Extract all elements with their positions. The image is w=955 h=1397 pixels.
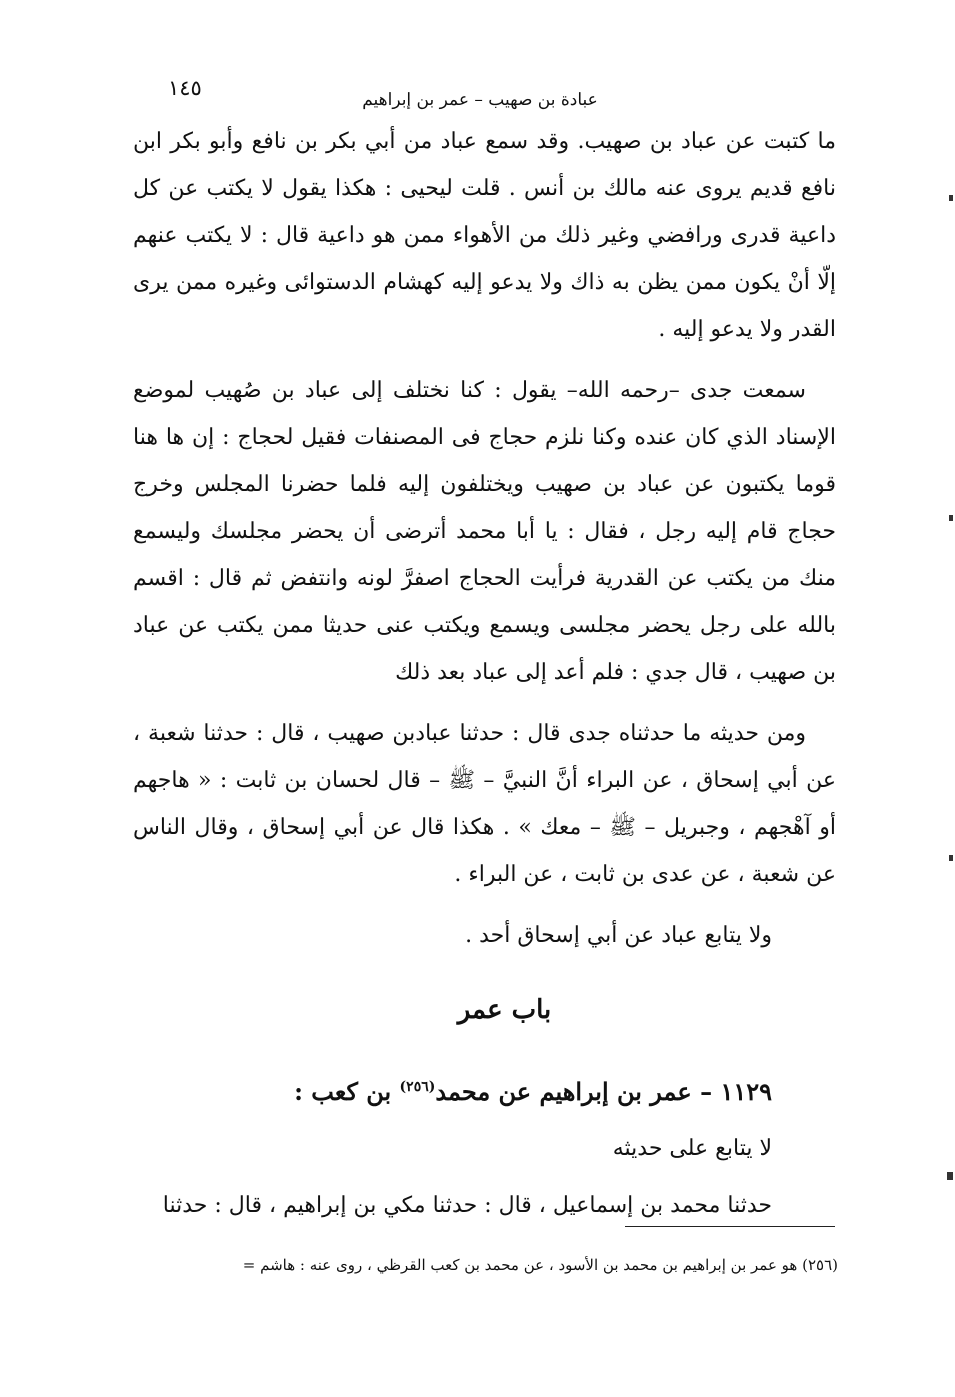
paragraph-1: ما كتبت عن عباد بن صهيب. وقد سمع عباد من أبي بكر بن نافع وأبو بكر ابن نافع قديم يروى عنه مالك بن أنس . قلت ليحيى : هكذا يقول لا يكتب عن كل داعية قدرى ورافضي وغير ذلك من الأهواء ممن هو داعية قال : لا يكتب عنهم إلّا أنْ يكون ممن يظن به ذاك ولا يدعو إليه كهشام الدستوائى وغيره ممن يرى القدر ولا يدعو إليه .: [133, 129, 836, 342]
paragraph-4: ولا يتابع عباد عن أبي إسحاق أحد .: [465, 923, 772, 948]
entry-name: عمر بن إبراهيم عن محمد: [435, 1077, 692, 1106]
footnote-reference: (٢٥٦): [399, 1079, 436, 1095]
page-number: ١٤٥: [168, 76, 202, 100]
paragraph-3: ومن حديثه ما حدثناه جدى قال : حدثنا عبادبن صهيب ، قال : حدثنا شعبة ، عن أبي إسحاق ، عن البراء أنَّ النبيَّ – ﷺ – قال لحسان بن ثابت : « هاجهم أو آهْجهم ، وجبريل – ﷺ – معك » . هكذا قال عن أبي إسحاق ، وقال الناس عن شعبة ، عن عدى بن ثابت ، عن البراء .: [133, 721, 836, 887]
entry-note: لا يتابع على حديثه: [612, 1136, 772, 1161]
entry-dash: –: [700, 1077, 713, 1106]
footnote-divider: [625, 1226, 835, 1227]
main-text: [133, 118, 836, 1229]
section-title: باب عمر: [457, 995, 552, 1025]
entry-number: ١١٢٩: [720, 1077, 772, 1106]
paragraph-2: سمعت جدى –رحمه الله– يقول : كنا نختلف إلى عباد بن صُهيب لموضع الإسناد الذي كان عنده وكنا نلزم حجاج فى المصنفات فقيل لحجاج : إن ها هنا قوما يكتبون عن عباد بن صهيب ويختلفون إليه فلما حضرنا المجلس وخرج حجاج قام إليه رجل ، فقال : يا أبا محمد أترضى أن يحضر مجلسك وليسمع منك من يكتب عن القدرية فرأيت الحجاج اصفرَّ لونه وانتفض ثم قال : اقسم بالله على رجل يحضر مجلسى ويسمع ويكتب عنى حديثا ممن يكتب عن عباد بن صهيب ، قال جدي : فلم أعد إلى عباد بعد ذلك: [133, 378, 836, 685]
footnote: (٢٥٦) هو عمر بن إبراهيم بن محمد بن الأسود ، عن محمد بن كعب القرظي ، روى عنه : هاشم =: [242, 1256, 838, 1274]
entry-name-cont: بن كعب :: [294, 1077, 392, 1106]
margin-mark: [949, 515, 953, 521]
margin-mark: [949, 195, 953, 201]
entry-heading: [133, 1064, 836, 1115]
entry-text: حدثنا محمد بن إسماعيل ، قال : حدثنا مكي بن إبراهيم ، قال : حدثنا: [162, 1193, 772, 1218]
running-header: عبادة بن صهيب – عمر بن إبراهيم: [362, 90, 598, 110]
margin-mark: [949, 855, 953, 861]
margin-mark: [947, 1172, 953, 1180]
